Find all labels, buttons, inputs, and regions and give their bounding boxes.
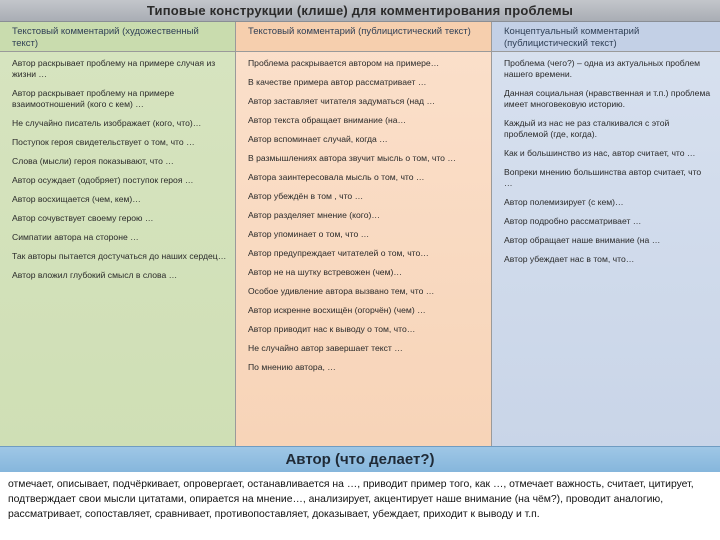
- list-item: По мнению автора, …: [248, 362, 336, 372]
- list-item: Автор осуждает (одобряет) поступок героя …: [12, 175, 194, 185]
- list-item: Не случайно автор завершает текст …: [248, 343, 403, 353]
- list-item: Каждый из нас не раз сталкивался с этой проблемой (где, когда).: [504, 118, 670, 139]
- list-item: Автор убеждает нас в том, что…: [504, 254, 635, 264]
- list-item: Автор текста обращает внимание (на…: [248, 115, 407, 125]
- column-journalistic-comment: [236, 22, 492, 446]
- list-item: В размышлениях автора звучит мысль о том, что …: [248, 153, 456, 163]
- list-item: Автор обращает наше внимание (на …: [504, 235, 661, 245]
- author-actions-header: Автор (что делает?): [0, 446, 720, 472]
- column-fiction-comment: [0, 22, 236, 446]
- list-item: Поступок героя свидетельствует о том, что …: [12, 137, 195, 147]
- phrase-list: [0, 52, 235, 281]
- list-item: Симпатии автора на стороне …: [12, 232, 139, 242]
- list-item: Автор разделяет мнение (кого)…: [248, 210, 380, 220]
- list-item: Автор предупреждает читателей о том, что…: [248, 248, 429, 258]
- list-item: Автор полемизирует (с кем)…: [504, 197, 624, 207]
- list-item: Так авторы пытается достучаться до наших сердец…: [12, 251, 227, 261]
- list-item: Автор вложил глубокий смысл в слова …: [12, 270, 178, 280]
- list-item: Вопреки мнению большинства автор считает, что …: [504, 167, 702, 188]
- list-item: Автор сочувствует своему герою …: [12, 213, 154, 223]
- list-item: Автор раскрывает проблему на примере случая из жизни …: [12, 58, 216, 79]
- list-item: Проблема раскрывается автором на примере…: [248, 58, 440, 68]
- page-title: Типовые конструкции (клише) для комментирования проблемы: [0, 0, 720, 22]
- list-item: Не случайно писатель изображает (кого, что)…: [12, 118, 202, 128]
- phrase-list: [236, 52, 491, 373]
- list-item: Автор подробно рассматривает …: [504, 216, 642, 226]
- column-conceptual-comment: [492, 22, 720, 446]
- column-header: Текстовый комментарий (художественный текст): [0, 22, 235, 52]
- list-item: Автор приводит нас к выводу о том, что…: [248, 324, 416, 334]
- column-header: Концептуальный комментарий (публицистический текст): [492, 22, 720, 52]
- list-item: Слова (мысли) героя показывают, что …: [12, 156, 174, 166]
- list-item: Автор искренне восхищён (огорчён) (чем) …: [248, 305, 426, 315]
- list-item: Данная социальная (нравственная и т.п.) проблема имеет многовековую историю.: [504, 88, 711, 109]
- list-item: Автор убеждён в том , что …: [248, 191, 364, 201]
- list-item: Автор упоминает о том, что …: [248, 229, 370, 239]
- list-item: Автор раскрывает проблему на примере взаимоотношений (кого с кем) …: [12, 88, 175, 109]
- list-item: Автор вспоминает случай, когда …: [248, 134, 388, 144]
- list-item: Автор восхищается (чем, кем)…: [12, 194, 141, 204]
- column-header: Текстовый комментарий (публицистический текст): [236, 22, 491, 52]
- list-item: Особое удивление автора вызвано тем, что …: [248, 286, 435, 296]
- phrase-list: [492, 52, 720, 265]
- list-item: Автор не на шутку встревожен (чем)…: [248, 267, 402, 277]
- list-item: Автор заставляет читателя задуматься (над …: [248, 96, 436, 106]
- author-actions-text: отмечает, описывает, подчёркивает, опровергает, останавливается на …, приводит пример того, как …, отмечает важность, считает, цитирует, подтверждает свои мысли цитатами, опирается на мнение…, анализирует, акцентирует наше внимание (на чём?), проводит аналогию, рассматривает, сопоставляет, сравнивает, противопоставляет, доказывает, убеждает, приходит к выводу и т.п.: [0, 472, 720, 540]
- list-item: Автора заинтересовала мысль о том, что …: [248, 172, 425, 182]
- list-item: Как и большинство из нас, автор считает, что …: [504, 148, 696, 158]
- list-item: Проблема (чего?) – одна из актуальных проблем нашего времени.: [504, 58, 701, 79]
- list-item: В качестве примера автор рассматривает …: [248, 77, 427, 87]
